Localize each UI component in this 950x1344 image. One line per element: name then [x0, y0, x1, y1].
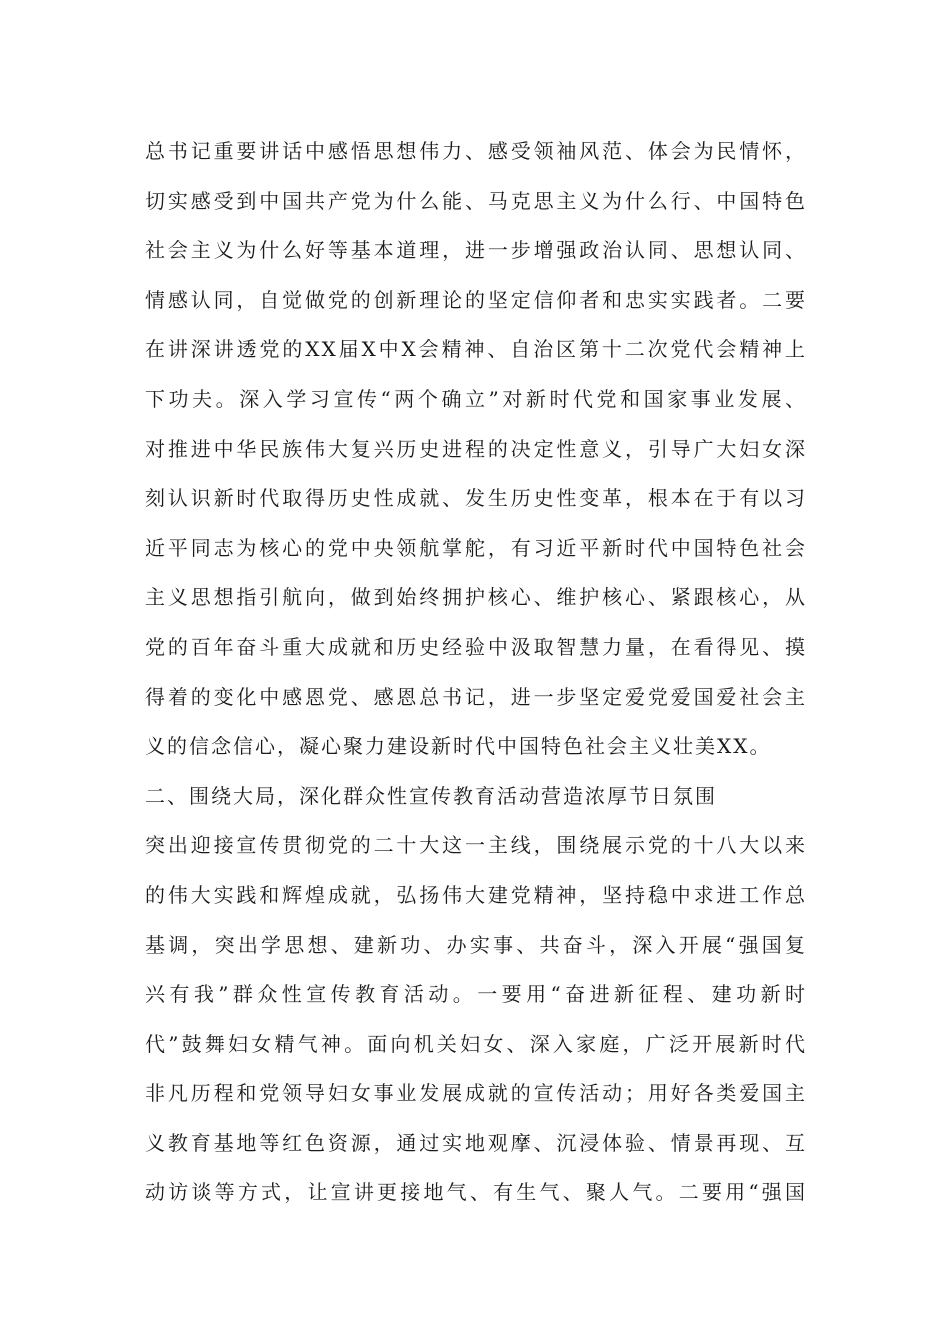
body-line: 在讲深讲透党的XX届X中X会精神、自治区第十二次党代会精神上: [145, 337, 807, 362]
section-heading: 二、围绕大局，深化群众性宣传教育活动营造浓厚节日氛围: [145, 783, 717, 808]
body-line: 情感认同，自觉做党的创新理论的坚定信仰者和忠实实践者。二要: [145, 287, 807, 312]
document-body: [145, 127, 807, 1218]
body-line: 下功夫。深入学习宣传“两个确立”对新时代党和国家事业发展、: [145, 386, 807, 411]
body-line: 非凡历程和党领导妇女事业发展成就的宣传活动；用好各类爱国主: [145, 1081, 807, 1106]
body-line: 的伟大实践和辉煌成就，弘扬伟大建党精神，坚持稳中求进工作总: [145, 882, 807, 907]
body-line: 义教育基地等红色资源，通过实地观摩、沉浸体验、情景再现、互: [145, 1130, 807, 1155]
body-line: 主义思想指引航向，做到始终拥护核心、维护核心、紧跟核心，从: [145, 585, 807, 610]
body-line: 总书记重要讲话中感悟思想伟力、感受领袖风范、体会为民情怀，: [145, 139, 807, 163]
body-line: 党的百年奋斗重大成就和历史经验中汲取智慧力量，在看得见、摸: [145, 634, 807, 659]
body-line: 近平同志为核心的党中央领航掌舵，有习近平新时代中国特色社会: [145, 535, 807, 560]
body-line: 突出迎接宣传贯彻党的二十大这一主线，围绕展示党的十八大以来: [145, 833, 807, 858]
body-line: 基调，突出学思想、建新功、办实事、共奋斗，深入开展“强国复: [145, 932, 807, 957]
body-line: 社会主义为什么好等基本道理，进一步增强政治认同、思想认同、: [145, 238, 807, 263]
body-line: 兴有我”群众性宣传教育活动。一要用“奋进新征程、建功新时: [145, 982, 807, 1007]
body-line: 切实感受到中国共产党为什么能、马克思主义为什么行、中国特色: [145, 188, 807, 213]
body-line: 代”鼓舞妇女精气神。面向机关妇女、深入家庭，广泛开展新时代: [145, 1031, 807, 1056]
paragraph-end-line: 义的信念信心，凝心聚力建设新时代中国特色社会主义壮美XX。: [145, 734, 772, 759]
body-line: 对推进中华民族伟大复兴历史进程的决定性意义，引导广大妇女深: [145, 436, 807, 461]
body-line: 刻认识新时代取得历史性成就、发生历史性变革，根本在于有以习: [145, 486, 807, 511]
body-line: 动访谈等方式，让宣讲更接地气、有生气、聚人气。二要用“强国: [145, 1180, 807, 1205]
body-line: 得着的变化中感恩党、感恩总书记，进一步坚定爱党爱国爱社会主: [145, 684, 807, 709]
